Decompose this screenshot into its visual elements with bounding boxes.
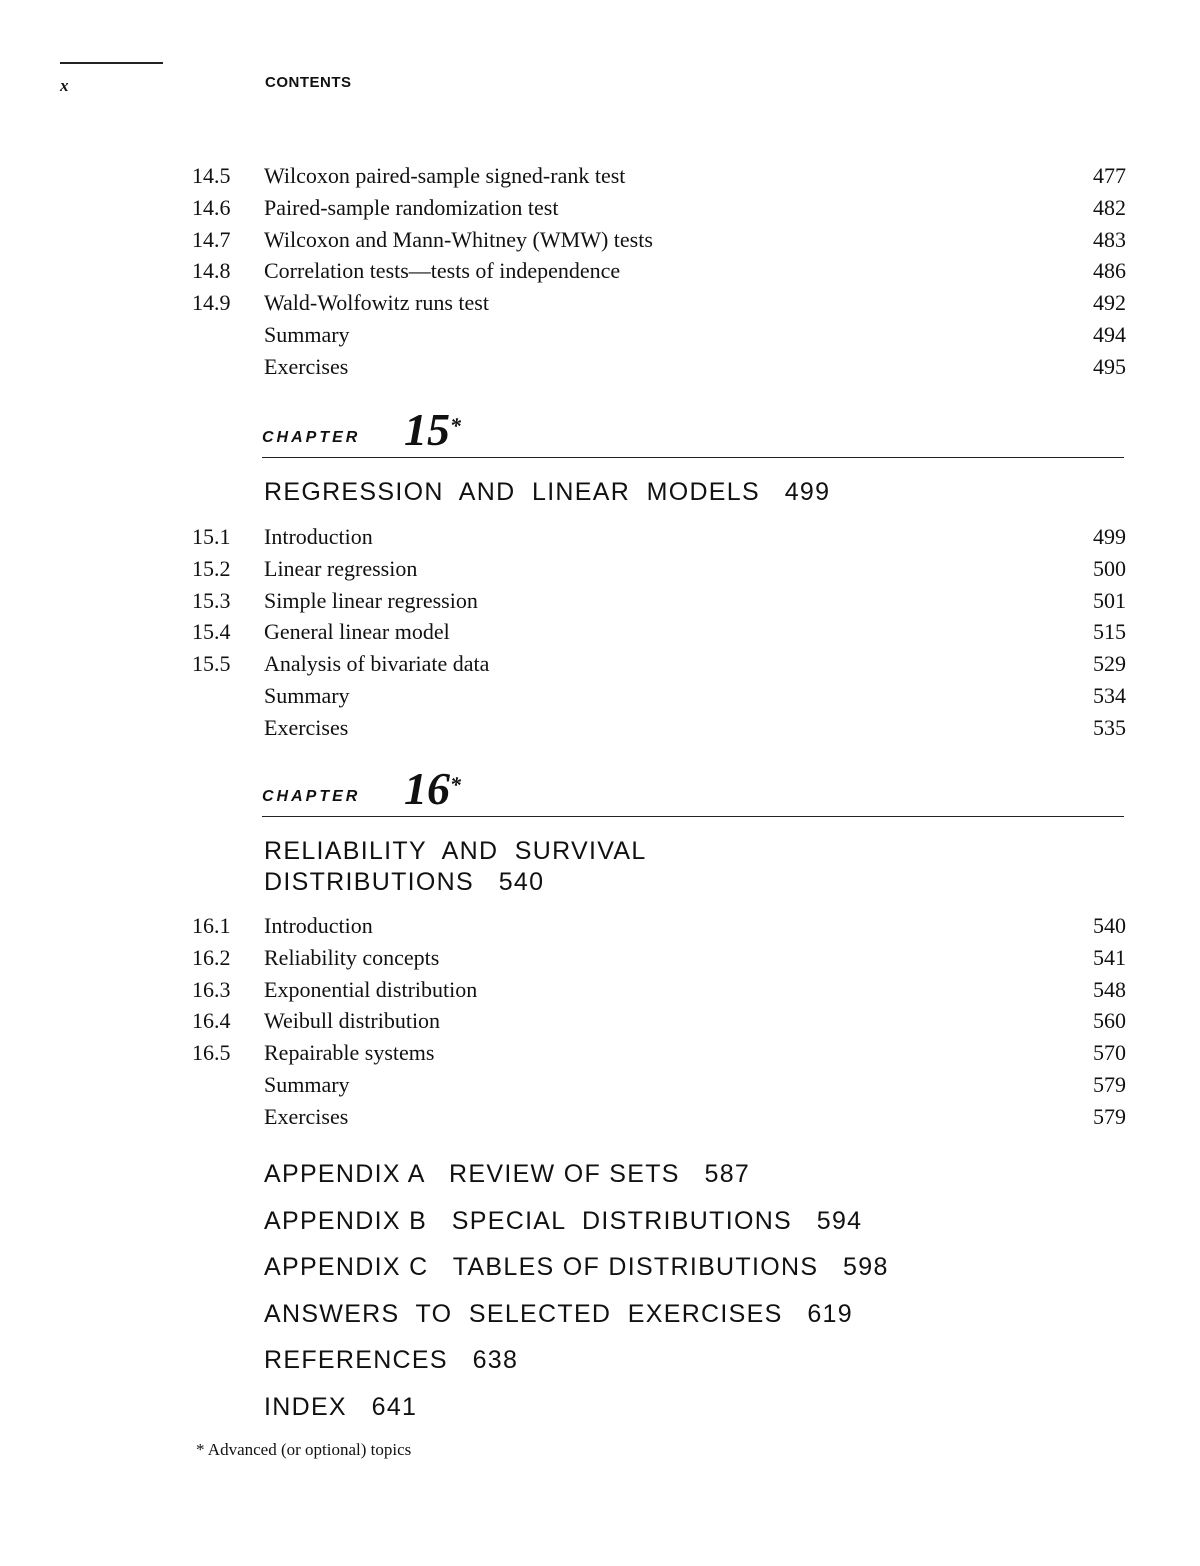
page-ref: 515 — [1093, 619, 1126, 645]
section-title: General linear model — [264, 619, 450, 645]
header-rule — [60, 62, 163, 64]
chapter-15-heading — [262, 405, 1124, 458]
page-ref: 492 — [1093, 290, 1126, 316]
page-ref: 541 — [1093, 944, 1126, 970]
page-ref: 535 — [1093, 714, 1126, 740]
section-title: Exercises — [264, 1103, 349, 1129]
section-title: Summary — [264, 682, 350, 708]
page-ref: 501 — [1093, 587, 1126, 613]
page-ref: 540 — [1093, 913, 1126, 938]
index-heading: INDEX 641 — [264, 1393, 418, 1421]
toc-entry — [192, 942, 1126, 974]
section-title: Summary — [264, 1071, 350, 1097]
section-number: 16.1 — [192, 913, 231, 938]
page-ref: 548 — [1093, 976, 1126, 1002]
section-title: Repairable systems — [264, 1040, 435, 1066]
chapter-label: CHAPTER — [262, 429, 361, 446]
section-title: Wilcoxon and Mann-Whitney (WMW) tests — [264, 226, 653, 252]
toc-entry — [192, 287, 1126, 319]
section-number: 16.2 — [192, 944, 231, 970]
answers-heading: ANSWERS TO SELECTED EXERCISES 619 — [264, 1300, 853, 1328]
section-title: Correlation tests—tests of independence — [264, 258, 621, 284]
toc-entry — [192, 616, 1126, 648]
toc-entry — [192, 585, 1126, 617]
page-ref: 483 — [1093, 226, 1126, 252]
advanced-star: * — [450, 413, 461, 438]
toc-entry — [192, 351, 1126, 383]
page-ref: 499 — [1093, 524, 1126, 549]
section-number: 15.5 — [192, 651, 231, 677]
chapter-16-title-line2: DISTRIBUTIONS 540 — [264, 868, 545, 896]
section-number: 15.1 — [192, 524, 231, 549]
page-ref: 579 — [1093, 1103, 1126, 1129]
section-title: Introduction — [264, 524, 373, 549]
toc-entry — [192, 160, 1126, 192]
page-ref: 500 — [1093, 555, 1126, 581]
page-ref: 529 — [1093, 651, 1126, 677]
section-title: Introduction — [264, 913, 373, 938]
chapter-number: 16* — [404, 763, 461, 814]
chapter-16-title-line1: RELIABILITY AND SURVIVAL — [264, 837, 647, 865]
section-number: 16.4 — [192, 1008, 231, 1034]
page-ref: 570 — [1093, 1040, 1126, 1066]
page-number: x — [60, 76, 69, 95]
toc-entry — [192, 255, 1126, 287]
appendix-c-heading: APPENDIX C TABLES OF DISTRIBUTIONS 598 — [264, 1253, 889, 1281]
toc-entry — [192, 712, 1126, 744]
toc-entry — [192, 224, 1126, 256]
page-ref: 486 — [1093, 258, 1126, 284]
page-ref: 477 — [1093, 163, 1126, 188]
page-ref: 579 — [1093, 1071, 1126, 1097]
section-title: Exercises — [264, 714, 349, 740]
section-title: Simple linear regression — [264, 587, 478, 613]
appendix-a-heading: APPENDIX A REVIEW OF SETS 587 — [264, 1160, 751, 1188]
page-ref: 495 — [1093, 353, 1126, 379]
toc-entry — [192, 192, 1126, 224]
toc-entry — [192, 1037, 1126, 1069]
section-title: Wilcoxon paired-sample signed-rank test — [264, 163, 626, 188]
chapter-16-heading — [262, 764, 1124, 817]
toc-entry — [192, 521, 1126, 553]
chapter-number: 15* — [404, 404, 461, 455]
page-ref: 534 — [1093, 682, 1126, 708]
section-title: Analysis of bivariate data — [264, 651, 490, 677]
page-ref: 494 — [1093, 321, 1126, 347]
section-title: Paired-sample randomization test — [264, 194, 559, 220]
appendix-b-heading: APPENDIX B SPECIAL DISTRIBUTIONS 594 — [264, 1207, 863, 1235]
toc-section-ch14 — [192, 160, 1126, 383]
section-number: 14.8 — [192, 258, 231, 284]
chapter-15-title: REGRESSION AND LINEAR MODELS 499 — [264, 478, 831, 506]
section-number: 16.5 — [192, 1040, 231, 1066]
section-title: Weibull distribution — [264, 1008, 441, 1034]
advanced-star: * — [450, 772, 461, 797]
toc-entry — [192, 974, 1126, 1006]
section-number: 15.2 — [192, 555, 231, 581]
toc-entry — [192, 1069, 1126, 1101]
section-title: Linear regression — [264, 555, 418, 581]
toc-entry — [192, 648, 1126, 680]
toc-entry — [192, 319, 1126, 351]
toc-section-ch15 — [192, 521, 1126, 744]
section-title: Wald-Wolfowitz runs test — [264, 290, 489, 316]
toc-entry — [192, 680, 1126, 712]
footnote: * Advanced (or optional) topics — [196, 1440, 412, 1459]
toc-entry — [192, 1101, 1126, 1133]
toc-entry — [192, 910, 1126, 942]
running-head: CONTENTS — [265, 74, 352, 91]
section-number: 15.3 — [192, 587, 231, 613]
section-title: Exponential distribution — [264, 976, 478, 1002]
section-number: 14.6 — [192, 194, 231, 220]
section-number: 14.9 — [192, 290, 231, 316]
section-number: 16.3 — [192, 976, 231, 1002]
section-title: Exercises — [264, 353, 349, 379]
section-title: Reliability concepts — [264, 944, 440, 970]
toc-entry — [192, 553, 1126, 585]
page-ref: 482 — [1093, 194, 1126, 220]
toc-entry — [192, 1005, 1126, 1037]
references-heading: REFERENCES 638 — [264, 1346, 519, 1374]
page-ref: 560 — [1093, 1008, 1126, 1034]
toc-section-ch16 — [192, 910, 1126, 1133]
section-title: Summary — [264, 321, 350, 347]
section-number: 14.7 — [192, 226, 231, 252]
section-number: 15.4 — [192, 619, 231, 645]
chapter-label: CHAPTER — [262, 788, 361, 805]
section-number: 14.5 — [192, 163, 231, 188]
